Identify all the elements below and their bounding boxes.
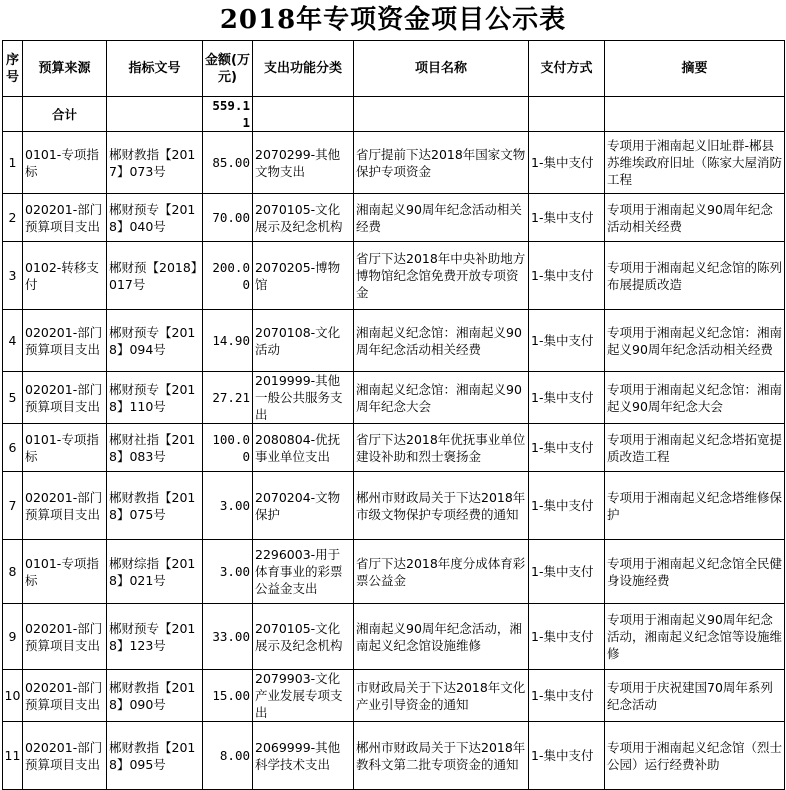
total-blank xyxy=(107,97,203,132)
cell-pay: 1-集中支付 xyxy=(529,372,605,424)
cell-seq: 2 xyxy=(3,194,23,242)
cell-summary: 专项用于湘南起义90周年纪念活动，湘南起义纪念馆等设施维修 xyxy=(605,604,785,670)
cell-doc: 郴财综指【2018】021号 xyxy=(107,540,203,604)
header-pay: 支付方式 xyxy=(529,41,605,97)
cell-project: 湘南起义90周年纪念活动相关经费 xyxy=(354,194,529,242)
cell-amount: 15.00 xyxy=(203,670,253,722)
cell-pay: 1-集中支付 xyxy=(529,472,605,540)
header-amount: 金额(万元) xyxy=(203,41,253,97)
fund-table xyxy=(2,40,785,790)
cell-doc: 郴财社指【2018】083号 xyxy=(107,424,203,472)
cell-seq: 10 xyxy=(3,670,23,722)
cell-amount: 3.00 xyxy=(203,472,253,540)
total-label: 合计 xyxy=(23,97,107,132)
cell-project: 郴州市财政局关于下达2018年市级文物保护专项经费的通知 xyxy=(354,472,529,540)
table-row xyxy=(3,540,785,604)
cell-amount: 70.00 xyxy=(203,194,253,242)
cell-source: 020201-部门预算项目支出 xyxy=(23,722,107,790)
cell-amount: 27.21 xyxy=(203,372,253,424)
header-func: 支出功能分类 xyxy=(253,41,354,97)
cell-summary: 专项用于湘南起义纪念馆：湘南起义90周年纪念大会 xyxy=(605,372,785,424)
header-project: 项目名称 xyxy=(354,41,529,97)
total-blank xyxy=(3,97,23,132)
cell-project: 湘南起义90周年纪念活动，湘南起义纪念馆设施维修 xyxy=(354,604,529,670)
cell-source: 020201-部门预算项目支出 xyxy=(23,670,107,722)
cell-pay: 1-集中支付 xyxy=(529,310,605,372)
header-source: 预算来源 xyxy=(23,41,107,97)
header-summary: 摘要 xyxy=(605,41,785,97)
table-row xyxy=(3,722,785,790)
cell-source: 020201-部门预算项目支出 xyxy=(23,372,107,424)
cell-pay: 1-集中支付 xyxy=(529,604,605,670)
table-row xyxy=(3,670,785,722)
cell-source: 020201-部门预算项目支出 xyxy=(23,604,107,670)
cell-seq: 3 xyxy=(3,242,23,310)
cell-doc: 郴财预专【2018】123号 xyxy=(107,604,203,670)
cell-seq: 9 xyxy=(3,604,23,670)
cell-project: 省厅提前下达2018年国家文物保护专项资金 xyxy=(354,132,529,194)
table-row xyxy=(3,194,785,242)
cell-func: 2080804-优抚事业单位支出 xyxy=(253,424,354,472)
cell-amount: 100.00 xyxy=(203,424,253,472)
cell-project: 省厅下达2018年中央补助地方博物馆纪念馆免费开放专项资金 xyxy=(354,242,529,310)
header-seq: 序号 xyxy=(3,41,23,97)
cell-func: 2070205-博物馆 xyxy=(253,242,354,310)
cell-project: 市财政局关于下达2018年文化产业引导资金的通知 xyxy=(354,670,529,722)
cell-amount: 200.00 xyxy=(203,242,253,310)
cell-pay: 1-集中支付 xyxy=(529,722,605,790)
cell-source: 020201-部门预算项目支出 xyxy=(23,472,107,540)
cell-doc: 郴财预专【2018】094号 xyxy=(107,310,203,372)
total-blank xyxy=(529,97,605,132)
cell-pay: 1-集中支付 xyxy=(529,242,605,310)
cell-func: 2070204-文物保护 xyxy=(253,472,354,540)
table-row xyxy=(3,604,785,670)
cell-summary: 专项用于湘南起义纪念塔维修保护 xyxy=(605,472,785,540)
table-row xyxy=(3,372,785,424)
cell-summary: 专项用于庆祝建国70周年系列纪念活动 xyxy=(605,670,785,722)
total-amount: 559.11 xyxy=(203,97,253,132)
cell-doc: 郴财预专【2018】110号 xyxy=(107,372,203,424)
cell-summary: 专项用于湘南起义纪念馆全民健身设施经费 xyxy=(605,540,785,604)
cell-source: 020201-部门预算项目支出 xyxy=(23,194,107,242)
cell-summary: 专项用于湘南起义纪念馆的陈列布展提质改造 xyxy=(605,242,785,310)
cell-project: 省厅下达2018年度分成体育彩票公益金 xyxy=(354,540,529,604)
cell-seq: 4 xyxy=(3,310,23,372)
cell-source: 0101-专项指标 xyxy=(23,424,107,472)
cell-seq: 7 xyxy=(3,472,23,540)
page-title: 2018年专项资金项目公示表 xyxy=(219,5,567,35)
cell-func: 2296003-用于体育事业的彩票公益金支出 xyxy=(253,540,354,604)
header-doc: 指标文号 xyxy=(107,41,203,97)
cell-project: 省厅下达2018年优抚事业单位建设补助和烈士褒扬金 xyxy=(354,424,529,472)
header-row xyxy=(3,41,785,97)
cell-source: 0101-专项指标 xyxy=(23,132,107,194)
cell-summary: 专项用于湘南起义纪念馆：湘南起义90周年纪念活动相关经费 xyxy=(605,310,785,372)
cell-pay: 1-集中支付 xyxy=(529,540,605,604)
cell-amount: 3.00 xyxy=(203,540,253,604)
cell-func: 2070299-其他文物支出 xyxy=(253,132,354,194)
cell-doc: 郴财教指【2018】075号 xyxy=(107,472,203,540)
total-blank xyxy=(354,97,529,132)
cell-pay: 1-集中支付 xyxy=(529,132,605,194)
cell-pay: 1-集中支付 xyxy=(529,670,605,722)
cell-pay: 1-集中支付 xyxy=(529,194,605,242)
cell-seq: 1 xyxy=(3,132,23,194)
cell-seq: 8 xyxy=(3,540,23,604)
cell-source: 0102-转移支付 xyxy=(23,242,107,310)
cell-func: 2070105-文化展示及纪念机构 xyxy=(253,604,354,670)
cell-doc: 郴财教指【2018】095号 xyxy=(107,722,203,790)
table-row xyxy=(3,132,785,194)
total-blank xyxy=(253,97,354,132)
cell-pay: 1-集中支付 xyxy=(529,424,605,472)
cell-seq: 5 xyxy=(3,372,23,424)
total-blank xyxy=(605,97,785,132)
cell-func: 2019999-其他一般公共服务支出 xyxy=(253,372,354,424)
table-row xyxy=(3,424,785,472)
cell-summary: 专项用于湘南起义90周年纪念活动相关经费 xyxy=(605,194,785,242)
cell-project: 湘南起义纪念馆：湘南起义90周年纪念活动相关经费 xyxy=(354,310,529,372)
cell-seq: 6 xyxy=(3,424,23,472)
cell-amount: 8.00 xyxy=(203,722,253,790)
cell-project: 湘南起义纪念馆：湘南起义90周年纪念大会 xyxy=(354,372,529,424)
cell-source: 020201-部门预算项目支出 xyxy=(23,310,107,372)
cell-seq: 11 xyxy=(3,722,23,790)
cell-amount: 14.90 xyxy=(203,310,253,372)
cell-func: 2079903-文化产业发展专项支出 xyxy=(253,670,354,722)
table-row xyxy=(3,310,785,372)
cell-doc: 郴财教指【2017】073号 xyxy=(107,132,203,194)
cell-doc: 郴财预【2018】017号 xyxy=(107,242,203,310)
cell-amount: 33.00 xyxy=(203,604,253,670)
table-row xyxy=(3,472,785,540)
cell-func: 2070108-文化活动 xyxy=(253,310,354,372)
cell-source: 0101-专项指标 xyxy=(23,540,107,604)
cell-func: 2069999-其他科学技术支出 xyxy=(253,722,354,790)
total-row xyxy=(3,97,785,132)
cell-summary: 专项用于湘南起义旧址群-郴县苏维埃政府旧址（陈家大屋消防工程 xyxy=(605,132,785,194)
cell-func: 2070105-文化展示及纪念机构 xyxy=(253,194,354,242)
cell-project: 郴州市财政局关于下达2018年教科文第二批专项资金的通知 xyxy=(354,722,529,790)
cell-summary: 专项用于湘南起义纪念塔拓宽提质改造工程 xyxy=(605,424,785,472)
cell-doc: 郴财教指【2018】090号 xyxy=(107,670,203,722)
cell-summary: 专项用于湘南起义纪念馆（烈士公园）运行经费补助 xyxy=(605,722,785,790)
cell-amount: 85.00 xyxy=(203,132,253,194)
cell-doc: 郴财预专【2018】040号 xyxy=(107,194,203,242)
table-row xyxy=(3,242,785,310)
